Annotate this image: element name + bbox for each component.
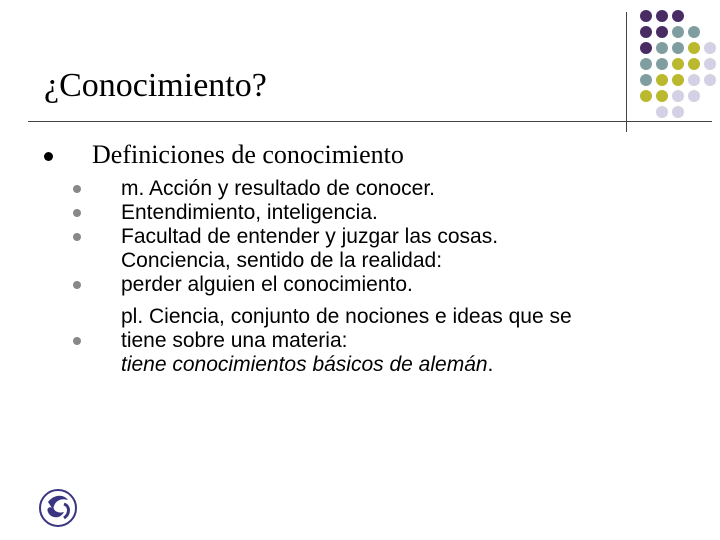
definition-item-4: Conciencia, sentido de la realidad:: [121, 249, 443, 272]
dot: [656, 58, 668, 70]
dot: [672, 42, 684, 54]
title-divider: [28, 121, 712, 122]
slide-title: ¿Conocimiento?: [44, 67, 267, 104]
dot: [656, 106, 668, 118]
definition-item-3: Facultad de entender y juzgar las cosas.: [121, 225, 499, 248]
dot: [688, 90, 700, 102]
definition-list: [121, 177, 572, 377]
sub-bullet: [73, 281, 81, 289]
vertical-divider: [626, 12, 627, 132]
definition-item-5: pl. Ciencia, conjunto de nociones e ideas que se: [121, 305, 572, 328]
dot: [688, 74, 700, 86]
definition-item-4-cont: perder alguien el conocimiento.: [121, 273, 413, 296]
sub-bullet: [73, 185, 81, 193]
dot: [640, 10, 652, 22]
dot: [704, 58, 716, 70]
dot: [704, 74, 716, 86]
dot: [672, 106, 684, 118]
dot: [656, 42, 668, 54]
dot: [640, 42, 652, 54]
dot: [640, 90, 652, 102]
example-period: .: [487, 353, 494, 376]
sub-bullet: [73, 209, 81, 217]
dot: [672, 90, 684, 102]
main-bullet: [44, 152, 53, 161]
example-text: tiene conocimientos básicos de alemán: [121, 353, 488, 376]
definition-item-1: m. Acción y resultado de conocer.: [121, 177, 436, 200]
dot: [640, 58, 652, 70]
dot: [672, 26, 684, 38]
decorative-dot-grid: [640, 10, 720, 120]
dot: [656, 10, 668, 22]
dot: [656, 26, 668, 38]
dot: [656, 90, 668, 102]
dot: [688, 26, 700, 38]
definition-item-5-example: [121, 353, 572, 377]
logo-icon: [38, 488, 78, 528]
dot: [672, 10, 684, 22]
dot: [704, 42, 716, 54]
dot: [688, 58, 700, 70]
dot: [672, 58, 684, 70]
dot: [640, 74, 652, 86]
sub-bullet: [73, 233, 81, 241]
dot: [640, 26, 652, 38]
dot: [688, 42, 700, 54]
definition-item-5-cont: tiene sobre una materia:: [121, 329, 348, 352]
sub-bullet: [73, 337, 81, 345]
dot: [656, 74, 668, 86]
dot: [672, 74, 684, 86]
definition-item-2: Entendimiento, inteligencia.: [121, 201, 378, 224]
section-heading: Definiciones de conocimiento: [92, 140, 404, 169]
